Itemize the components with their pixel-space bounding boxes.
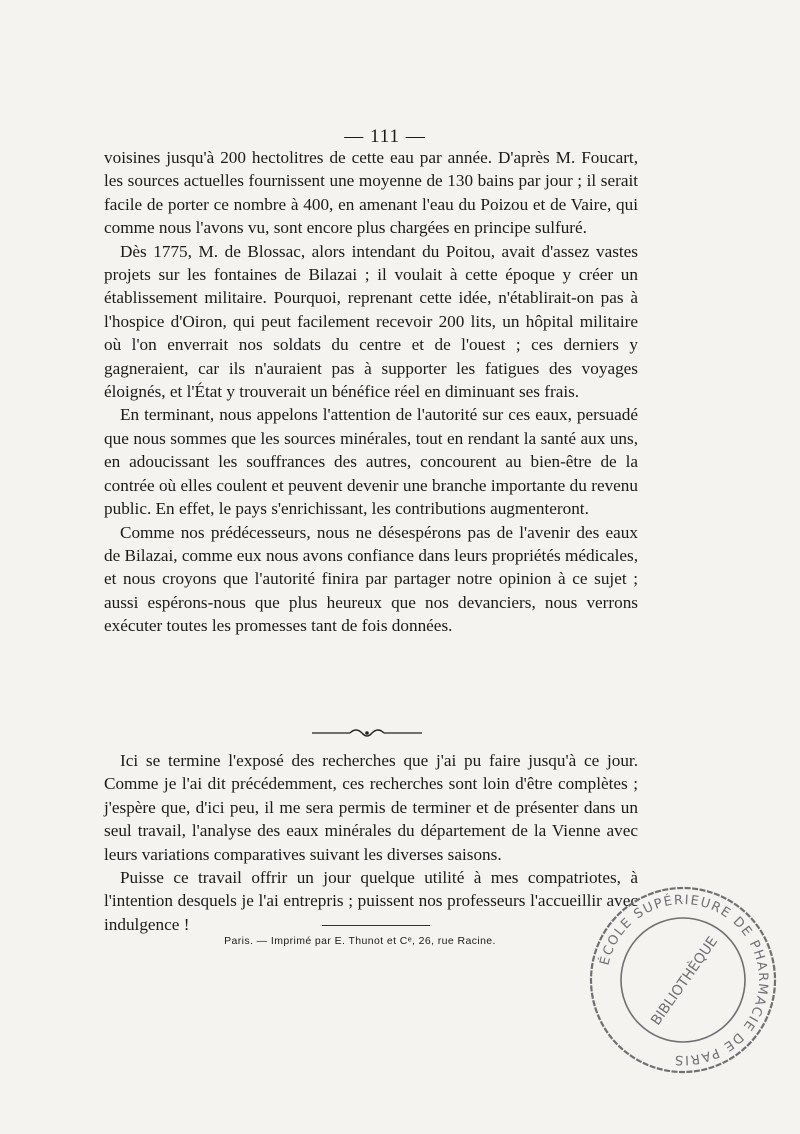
page-number: — 111 — [344,126,426,147]
paragraph-2: Dès 1775, M. de Blossac, alors intendant du Poitou, avait d'assez vastes projets sur les fontaines de Bilazai ; il voulait à cette époque y créer un établissement militaire. Pourquoi, reprenant cette idée, n'établirait-on pas à l'hospice d'Oiron, qui peut facilement recevoir 200 lits, un hôpital militaire où l'on enverrait nos soldats du centre et de l'ouest ; ces derniers y gagneraient, car ils n'auraient pas à supporter les fatigues des voyages éloignés, et l'État y trouverait un bénéfice réel en diminuant ses frais. [104,241,638,402]
library-stamp [583,880,783,1080]
paragraph-5: Ici se termine l'exposé des recherches que j'ai pu faire jusqu'à ce jour. Comme je l'ai dit précédemment, ces recherches sont loin d'être complètes ; j'espère que, d'ici peu, il me sera permis de terminer et de présenter dans un seul travail, l'analyse des eaux minérales du département de la Vienne avec leurs variations comparatives suivant les diverses saisons. [104,751,638,864]
paragraph-3: En terminant, nous appelons l'attention de l'autorité sur ces eaux, persuadé que nous sommes que les sources minérales, tout en rendant la santé aux uns, en adoucissant les souffrances des autres, concourent au bien-être de la contrée où elles coulent et peuvent devenir une branche importante du revenu public. En effet, le pays s'enrichissant, les contributions augmenteront. [104,405,638,519]
printer-colophon: Paris. — Imprimé par E. Thunot et Cᵉ, 26, rue Racine. [224,935,496,947]
colophon-rule [322,925,430,926]
paragraph-6: Puisse ce travail offrir un jour quelque utilité à mes compatriotes, à l'intention desquels je l'ai entrepris ; puissent nos professeurs l'accueillir avec indulgence ! [104,868,638,934]
section-divider-ornament [312,726,422,740]
stamp-inner-text: BIBLIOTHÈQUE [648,933,722,1029]
stamp-outer-text: ÉCOLE SUPÉRIEURE DE PHARMACIE DE PARIS [597,892,771,1068]
paragraph-1: voisines jusqu'à 200 hectolitres de cette eau par année. D'après M. Foucart, les sources actuelles fournissent une moyenne de 130 bains par jour ; il serait facile de porter ce nombre à 400, en amenant l'eau du Poizou et de Vaire, qui comme nous l'avons vu, sont encore plus chargées en principe sulfuré. [104,148,638,238]
text-block-bottom [104,749,638,936]
paragraph-4: Comme nos prédécesseurs, nous ne désespérons pas de l'avenir des eaux de Bilazai, comme eux nous avons confiance dans leurs propriétés médicales, et nous croyons que l'autorité finira par partager notre opinion à ce sujet ; aussi espérons-nous que plus heureux que nos devanciers, nous verrons exécuter toutes les promesses tant de fois données. [104,522,638,636]
text-block-top [104,146,638,638]
